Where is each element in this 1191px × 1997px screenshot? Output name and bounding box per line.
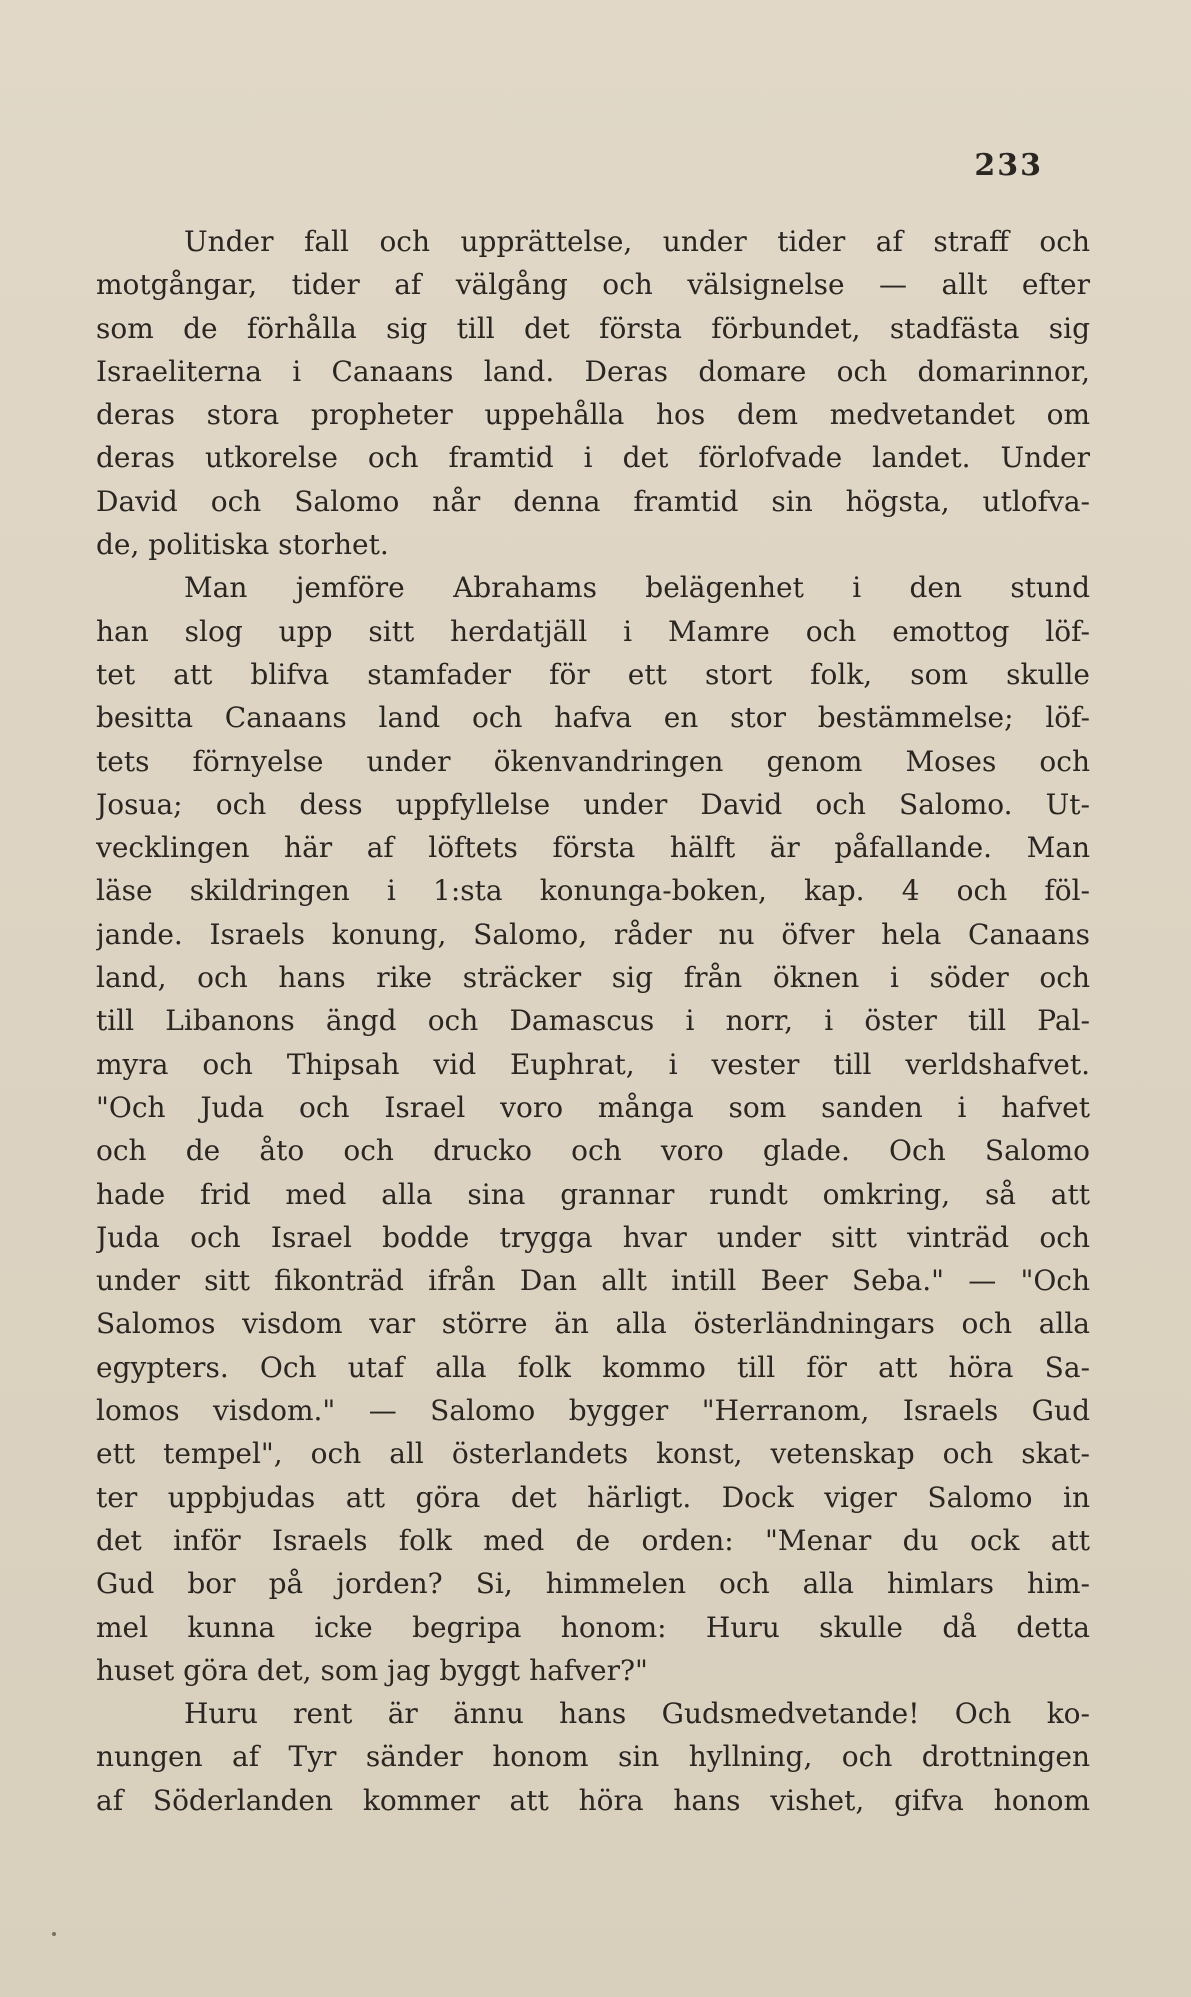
text-line: jande. Israels konung, Salomo, råder nu öfver hela Canaans bbox=[96, 917, 1090, 951]
text-line: ett tempel", och all österlandets konst, vetenskap och skat- bbox=[96, 1437, 1090, 1471]
text-line: deras utkorelse och framtid i det förlofvade landet. Under bbox=[96, 441, 1090, 475]
text-line: land, och hans rike sträcker sig från öknen i söder och bbox=[96, 961, 1090, 995]
paper-speck bbox=[52, 1932, 56, 1936]
text-line: de, politiska storhet. bbox=[96, 528, 389, 562]
text-line: ter uppbjudas att göra det härligt. Dock viger Salomo in bbox=[96, 1480, 1090, 1514]
text-line: Man jemföre Abrahams belägenhet i den stund bbox=[184, 571, 1090, 605]
text-line: som de förhålla sig till det första förbundet, stadfästa sig bbox=[96, 311, 1090, 345]
text-line: "Och Juda och Israel voro många som sanden i hafvet bbox=[96, 1090, 1090, 1124]
text-line: mel kunna icke begripa honom: Huru skulle då detta bbox=[96, 1610, 1090, 1644]
text-line: egypters. Och utaf alla folk kommo till för att höra Sa- bbox=[96, 1350, 1090, 1384]
text-line: David och Salomo når denna framtid sin högsta, utlofva- bbox=[96, 484, 1090, 518]
text-line: lomos visdom." — Salomo bygger "Herranom, Israels Gud bbox=[96, 1394, 1090, 1428]
text-line: under sitt fikonträd ifrån Dan allt intill Beer Seba." — "Och bbox=[96, 1264, 1090, 1298]
text-line: läse skildringen i 1:sta konunga-boken, kap. 4 och föl- bbox=[96, 874, 1090, 908]
text-line: han slog upp sitt herdatjäll i Mamre och emottog löf- bbox=[96, 614, 1090, 648]
text-line: hade frid med alla sina grannar rundt omkring, så att bbox=[96, 1177, 1090, 1211]
text-line: det inför Israels folk med de orden: "Menar du ock att bbox=[96, 1523, 1090, 1557]
body-text bbox=[96, 220, 1090, 1822]
text-line: tet att blifva stamfader för ett stort folk, som skulle bbox=[96, 657, 1090, 691]
text-line: Gud bor på jorden? Si, himmelen och alla himlars him- bbox=[96, 1567, 1090, 1601]
text-line: Josua; och dess uppfyllelse under David och Salomo. Ut- bbox=[96, 787, 1090, 821]
text-line: motgångar, tider af välgång och välsignelse — allt efter bbox=[96, 268, 1090, 302]
text-line: tets förnyelse under ökenvandringen genom Moses och bbox=[96, 744, 1090, 778]
text-line: myra och Thipsah vid Euphrat, i vester till verldshafvet. bbox=[96, 1047, 1090, 1081]
text-line: huset göra det, som jag byggt hafver?" bbox=[96, 1653, 648, 1687]
text-line: till Libanons ängd och Damascus i norr, i öster till Pal- bbox=[96, 1004, 1090, 1038]
text-line: Salomos visdom var större än alla österländningars och alla bbox=[96, 1307, 1090, 1341]
text-line: Juda och Israel bodde trygga hvar under sitt vinträd och bbox=[96, 1220, 1090, 1254]
text-line: besitta Canaans land och hafva en stor bestämmelse; löf- bbox=[96, 701, 1090, 735]
text-line: deras stora propheter uppehålla hos dem medvetandet om bbox=[96, 398, 1090, 432]
text-line: Under fall och upprättelse, under tider af straff och bbox=[184, 225, 1090, 258]
text-line: vecklingen här af löftets första hälft är påfallande. Man bbox=[96, 831, 1090, 865]
text-line: Israeliterna i Canaans land. Deras domare och domarinnor, bbox=[96, 354, 1090, 388]
text-line: Huru rent är ännu hans Gudsmedvetande! Och ko- bbox=[184, 1697, 1090, 1731]
page-number: 233 bbox=[974, 148, 1043, 183]
text-line: nungen af Tyr sänder honom sin hyllning, och drottningen bbox=[96, 1740, 1090, 1774]
text-line: af Söderlanden kommer att höra hans vishet, gifva honom bbox=[96, 1783, 1090, 1817]
text-line: och de åto och drucko och voro glade. Och Salomo bbox=[96, 1134, 1090, 1168]
